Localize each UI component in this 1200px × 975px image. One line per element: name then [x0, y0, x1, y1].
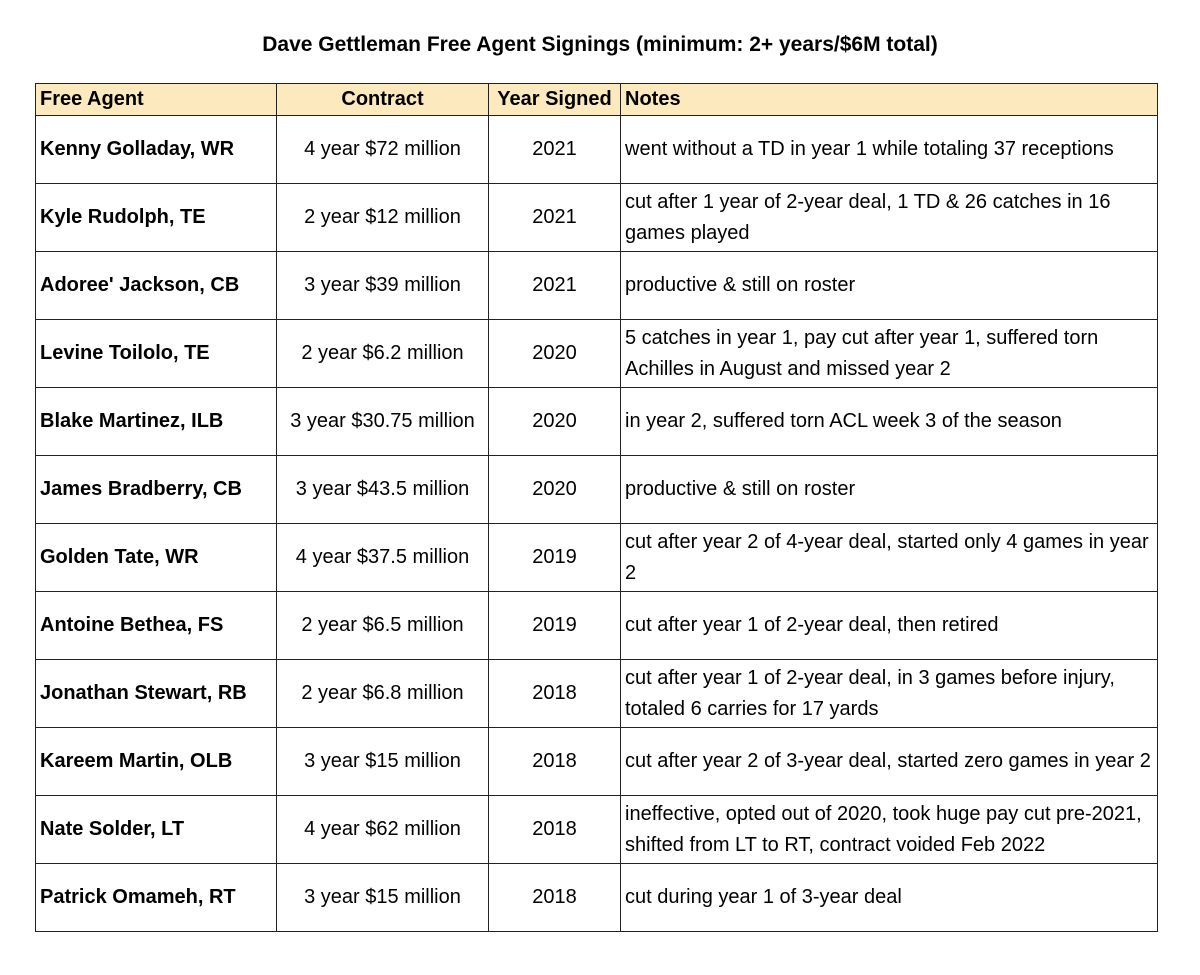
cell-contract: 2 year $6.5 million [277, 592, 489, 660]
cell-year-signed: 2020 [489, 320, 621, 388]
cell-notes: productive & still on roster [621, 456, 1158, 524]
cell-contract: 2 year $6.2 million [277, 320, 489, 388]
cell-contract: 3 year $43.5 million [277, 456, 489, 524]
cell-notes: cut after year 2 of 3-year deal, started zero games in year 2 [621, 728, 1158, 796]
table-row [36, 524, 1158, 592]
table-row [36, 864, 1158, 932]
header-notes: Notes [621, 84, 1158, 116]
cell-free-agent: Antoine Bethea, FS [36, 592, 277, 660]
cell-free-agent: Blake Martinez, ILB [36, 388, 277, 456]
cell-free-agent: Patrick Omameh, RT [36, 864, 277, 932]
cell-notes: cut after year 2 of 4-year deal, started only 4 games in year 2 [621, 524, 1158, 592]
cell-year-signed: 2018 [489, 660, 621, 728]
cell-notes: productive & still on roster [621, 252, 1158, 320]
cell-notes: cut during year 1 of 3-year deal [621, 864, 1158, 932]
cell-free-agent: Levine Toilolo, TE [36, 320, 277, 388]
cell-free-agent: Jonathan Stewart, RB [36, 660, 277, 728]
header-row [36, 84, 1158, 116]
cell-notes: cut after 1 year of 2-year deal, 1 TD & 26 catches in 16 games played [621, 184, 1158, 252]
cell-year-signed: 2019 [489, 524, 621, 592]
cell-free-agent: Kareem Martin, OLB [36, 728, 277, 796]
cell-free-agent: James Bradberry, CB [36, 456, 277, 524]
cell-year-signed: 2021 [489, 116, 621, 184]
cell-year-signed: 2020 [489, 388, 621, 456]
cell-contract: 2 year $12 million [277, 184, 489, 252]
table-row [36, 456, 1158, 524]
table-row [36, 184, 1158, 252]
cell-contract: 3 year $15 million [277, 864, 489, 932]
table-row [36, 116, 1158, 184]
cell-free-agent: Kyle Rudolph, TE [36, 184, 277, 252]
table-row [36, 320, 1158, 388]
cell-contract: 3 year $39 million [277, 252, 489, 320]
cell-notes: cut after year 1 of 2-year deal, in 3 games before injury, totaled 6 carries for 17 yards [621, 660, 1158, 728]
cell-free-agent: Adoree' Jackson, CB [36, 252, 277, 320]
cell-notes: ineffective, opted out of 2020, took huge pay cut pre-2021, shifted from LT to RT, contract voided Feb 2022 [621, 796, 1158, 864]
cell-free-agent: Nate Solder, LT [36, 796, 277, 864]
cell-free-agent: Kenny Golladay, WR [36, 116, 277, 184]
cell-year-signed: 2021 [489, 184, 621, 252]
cell-year-signed: 2021 [489, 252, 621, 320]
cell-year-signed: 2018 [489, 864, 621, 932]
cell-contract: 3 year $15 million [277, 728, 489, 796]
cell-free-agent: Golden Tate, WR [36, 524, 277, 592]
header-contract: Contract [277, 84, 489, 116]
table-row [36, 728, 1158, 796]
cell-year-signed: 2019 [489, 592, 621, 660]
cell-notes: cut after year 1 of 2-year deal, then retired [621, 592, 1158, 660]
cell-year-signed: 2020 [489, 456, 621, 524]
header-free-agent: Free Agent [36, 84, 277, 116]
signings-table [35, 83, 1158, 932]
table-row [36, 592, 1158, 660]
table-header [36, 84, 1158, 116]
table-row [36, 660, 1158, 728]
cell-notes: 5 catches in year 1, pay cut after year 1, suffered torn Achilles in August and missed year 2 [621, 320, 1158, 388]
cell-contract: 4 year $72 million [277, 116, 489, 184]
cell-contract: 3 year $30.75 million [277, 388, 489, 456]
cell-contract: 2 year $6.8 million [277, 660, 489, 728]
cell-contract: 4 year $37.5 million [277, 524, 489, 592]
cell-year-signed: 2018 [489, 796, 621, 864]
table-row [36, 388, 1158, 456]
page-title: Dave Gettleman Free Agent Signings (minimum: 2+ years/$6M total) [262, 33, 938, 56]
cell-contract: 4 year $62 million [277, 796, 489, 864]
table-row [36, 796, 1158, 864]
header-year-signed: Year Signed [489, 84, 621, 116]
cell-notes: went without a TD in year 1 while totaling 37 receptions [621, 116, 1158, 184]
cell-year-signed: 2018 [489, 728, 621, 796]
table-body [36, 116, 1158, 932]
cell-notes: in year 2, suffered torn ACL week 3 of the season [621, 388, 1158, 456]
table-row [36, 252, 1158, 320]
